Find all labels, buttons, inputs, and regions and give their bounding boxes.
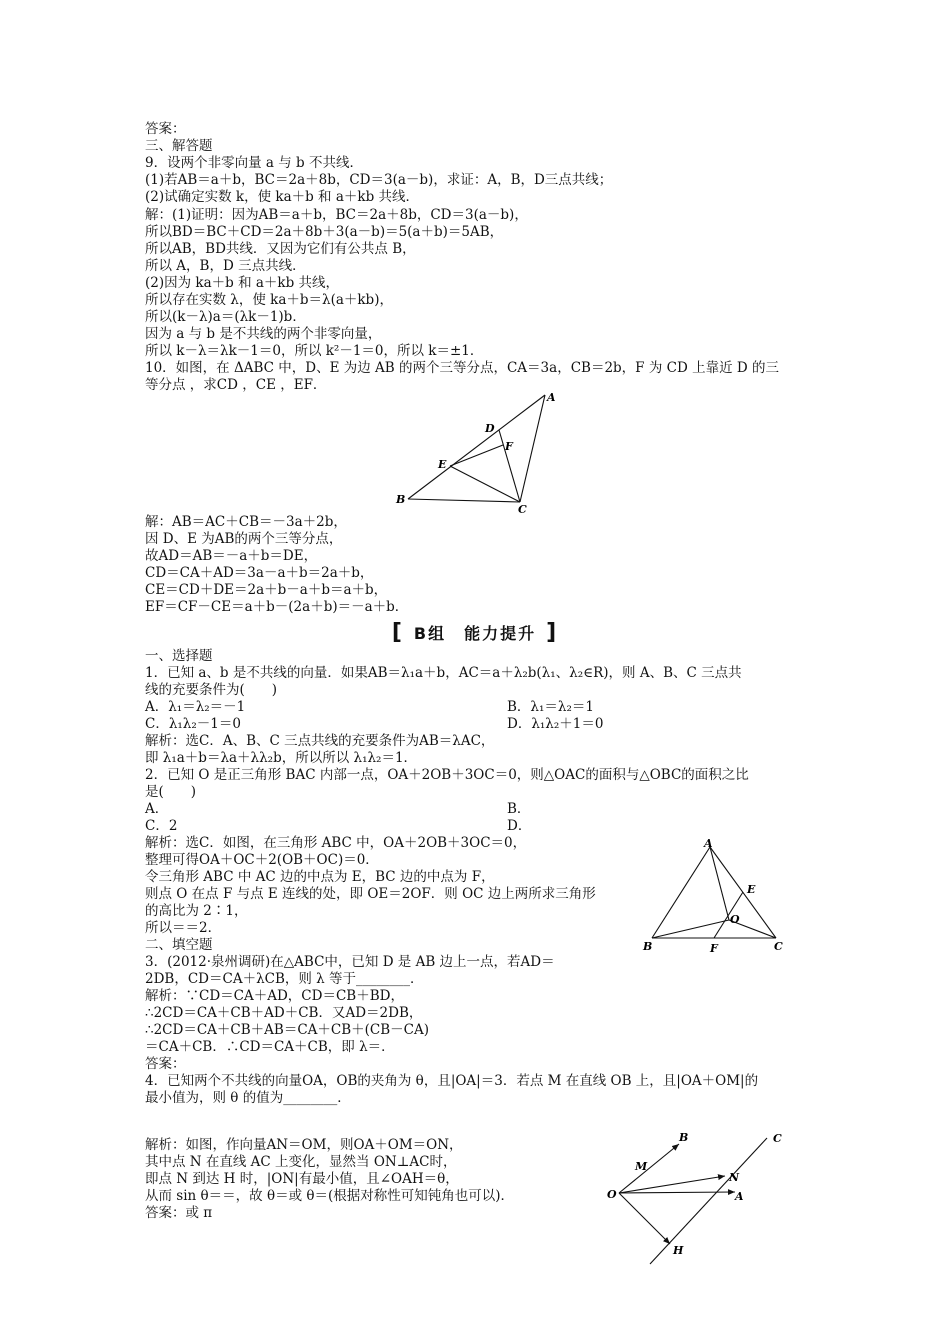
banner-left-bracket: [ (391, 619, 404, 645)
banner-title: B组 能力提升 (413, 623, 537, 643)
label-c: C (518, 503, 527, 515)
option-b: B．λ₁＝λ₂＝1 (507, 699, 594, 715)
text-line: 解：(1)证明：因为AB＝a＋b，BC＝2a＋8b，CD＝3(a－b)， (145, 207, 528, 223)
text-line: ∴2CD＝CA＋CB＋AB＝CA＋CB＋(CB－CA) (145, 1022, 430, 1038)
text-line: 答案： (145, 1056, 186, 1072)
label-b: B (643, 940, 653, 953)
text-line: 因为 a 与 b 是不共线的两个非零向量， (145, 326, 382, 342)
text-line: 解析：∵CD＝CA＋AD，CD＝CB＋BD， (145, 988, 404, 1004)
label-o: O (607, 1188, 617, 1201)
label-a: A (547, 391, 556, 404)
text-line: 9．设两个非零向量 a 与 b 不共线． (145, 155, 363, 171)
text-line: 3．(2012·泉州调研)在△ABC中，已知 D 是 AB 边上一点，若AD＝ (145, 954, 555, 970)
option-c: C．λ₁λ₂－1＝0 (145, 716, 241, 732)
text-line: 10．如图，在 ΔABC 中，D、E 为边 AB 的两个三等分点，CA＝3a，CB＝2b，F 为 CD 上靠近 D 的三 (145, 360, 779, 376)
text-line: 所以BD＝BC＋CD＝2a＋8b＋3(a－b)＝5(a＋b)＝5AB， (145, 224, 504, 240)
option-a: A． (145, 801, 169, 817)
option-c: C．2 (145, 818, 178, 834)
label-c: C (773, 1132, 782, 1145)
text-line: 即点 N 到达 H 时，|ON|有最小值，且∠OAH＝θ， (145, 1171, 459, 1187)
section-heading: 三、解答题 (145, 138, 213, 154)
text-line: 解析：选C．如图，在三角形 ABC 中，OA＋2OB＋3OC＝0， (145, 835, 527, 851)
text-line: 所以(k－λ)a＝(λk－1)b． (145, 309, 306, 325)
text-line: 因 D、E 为AB的两个三等分点， (145, 531, 343, 547)
label-f: F (710, 942, 718, 955)
text-line: 整理可得OA＋OC＋2(OB＋OC)＝0． (145, 852, 379, 868)
text-line: 故AD＝AB＝－a＋b＝DE， (145, 548, 318, 564)
text-line: CD＝CA＋AD＝3a－a＋b＝2a＋b， (145, 565, 374, 581)
banner-right-bracket: ] (546, 619, 559, 645)
text-line: 1．已知 a、b 是不共线的向量．如果AB＝λ₁a＋b，AC＝a＋λ₂b(λ₁、λ₂∈R)，则 A、B、C 三点共 (145, 665, 742, 681)
label-n: N (729, 1171, 740, 1184)
label-e: E (438, 458, 447, 471)
text-line: 令三角形 ABC 中 AC 边的中点为 E，BC 边的中点为 F， (145, 869, 495, 885)
segment-ce (450, 466, 520, 502)
text-line: 的高比为 2∶1， (145, 903, 248, 919)
section-heading: 一、选择题 (145, 648, 213, 664)
text-line: 是( ) (145, 784, 197, 800)
text-line: 4．已知两个不共线的向量OA，OB的夹角为 θ，且|OA|＝3．若点 M 在直线 OB 上，且|OA＋OM|的 (145, 1073, 759, 1089)
label-o: O (730, 913, 740, 926)
text-line: 2DB，CD＝CA＋λCB，则 λ 等于________． (145, 971, 424, 987)
text-line: 即 λ₁a＋b＝λa＋λλ₂b，所以所以 λ₁λ₂＝1． (145, 750, 418, 766)
segment-ab (652, 847, 710, 938)
text-line: 最小值为，则 θ 的值为________． (145, 1090, 351, 1106)
text-line: 解：AB＝AC＋CB＝－3a＋2b， (145, 514, 347, 530)
text-line: (2)试确定实数 k，使 ka＋b 和 a＋kb 共线． (145, 189, 420, 205)
label-e: E (747, 883, 756, 896)
text-line: (1)若AB＝a＋b，BC＝2a＋8b，CD＝3(a－b)，求证：A，B，D三点共线； (145, 172, 613, 188)
triangle-figure-abc (392, 390, 562, 515)
label-a: A (704, 837, 713, 850)
option-d: D． (507, 818, 532, 834)
segment-ef (450, 445, 503, 466)
section-banner (379, 619, 571, 645)
label-c: C (774, 940, 783, 953)
option-a: A．λ₁＝λ₂＝－1 (145, 699, 246, 715)
vector-oh (619, 1193, 670, 1244)
label-f: F (505, 440, 513, 453)
text-line: 从而 sin θ＝＝，故 θ＝或 θ＝(根据对称性可知钝角也可以)． (145, 1188, 515, 1204)
text-line: 答案： (145, 121, 186, 137)
vector-oa (619, 1192, 735, 1193)
text-line: 解析：选C．A、B、C 三点共线的充要条件为AB＝λAC， (145, 733, 495, 749)
label-m: M (635, 1160, 648, 1173)
ray-ob (619, 1144, 679, 1193)
label-d: D (485, 422, 495, 435)
text-line: 所以存在实数 λ，使 ka＋b＝λ(a＋kb)， (145, 292, 393, 308)
section-heading: 二、填空题 (145, 937, 213, 953)
text-line: 所以 k－λ＝λk－1＝0，所以 k²－1＝0，所以 k＝±1． (145, 343, 484, 359)
text-line: 线的充要条件为( ) (145, 682, 278, 698)
text-line: ＝CA＋CB．∴CD＝CA＋CB，即 λ＝． (145, 1039, 395, 1055)
text-line: 所以 A，B，D 三点共线． (145, 258, 306, 274)
text-line: CE＝CD＋DE＝2a＋b－a＋b＝a＋b， (145, 582, 388, 598)
segment-bc (408, 499, 520, 502)
option-d: D．λ₁λ₂＋1＝0 (507, 716, 604, 732)
label-h: H (673, 1244, 684, 1257)
text-line: 答案：或 π (145, 1205, 213, 1221)
label-a: A (735, 1190, 744, 1203)
text-line: 所以AB，BD共线．又因为它们有公共点 B， (145, 241, 416, 257)
text-line: 解析：如图，作向量AN＝OM，则OA＋OM＝ON， (145, 1137, 463, 1153)
label-b: B (396, 493, 406, 506)
text-line: 2．已知 O 是正三角形 BAC 内部一点，OA＋2OB＋3OC＝0，则△OAC的面积与△OBC的面积之比 (145, 767, 749, 783)
text-line: 所以＝＝2． (145, 920, 222, 936)
text-line: 则点 O 在点 F 与点 E 连线的处，即 OE＝2OF．则 OC 边上两所求三角形 (145, 886, 596, 902)
line-ac (650, 1138, 767, 1264)
text-line: (2)因为 ka＋b 和 a＋kb 共线， (145, 275, 340, 291)
text-line: EF＝CF－CE＝a＋b－(2a＋b)＝－a＋b． (145, 599, 409, 615)
vector-figure-onh (605, 1128, 790, 1268)
triangle-figure-oac (640, 835, 790, 955)
segment-ao (710, 847, 729, 920)
text-line: ∴2CD＝CA＋CB＋AD＋CB．又AD＝2DB， (145, 1005, 423, 1021)
vector-on (619, 1176, 725, 1193)
text-line: 等分点 ，求CD ，CE ，EF． (145, 377, 327, 393)
option-b: B． (507, 801, 531, 817)
text-line: 其中点 N 在直线 AC 上变化，显然当 ON⊥AC时， (145, 1154, 457, 1170)
label-b: B (679, 1131, 689, 1144)
segment-bo (652, 920, 729, 938)
